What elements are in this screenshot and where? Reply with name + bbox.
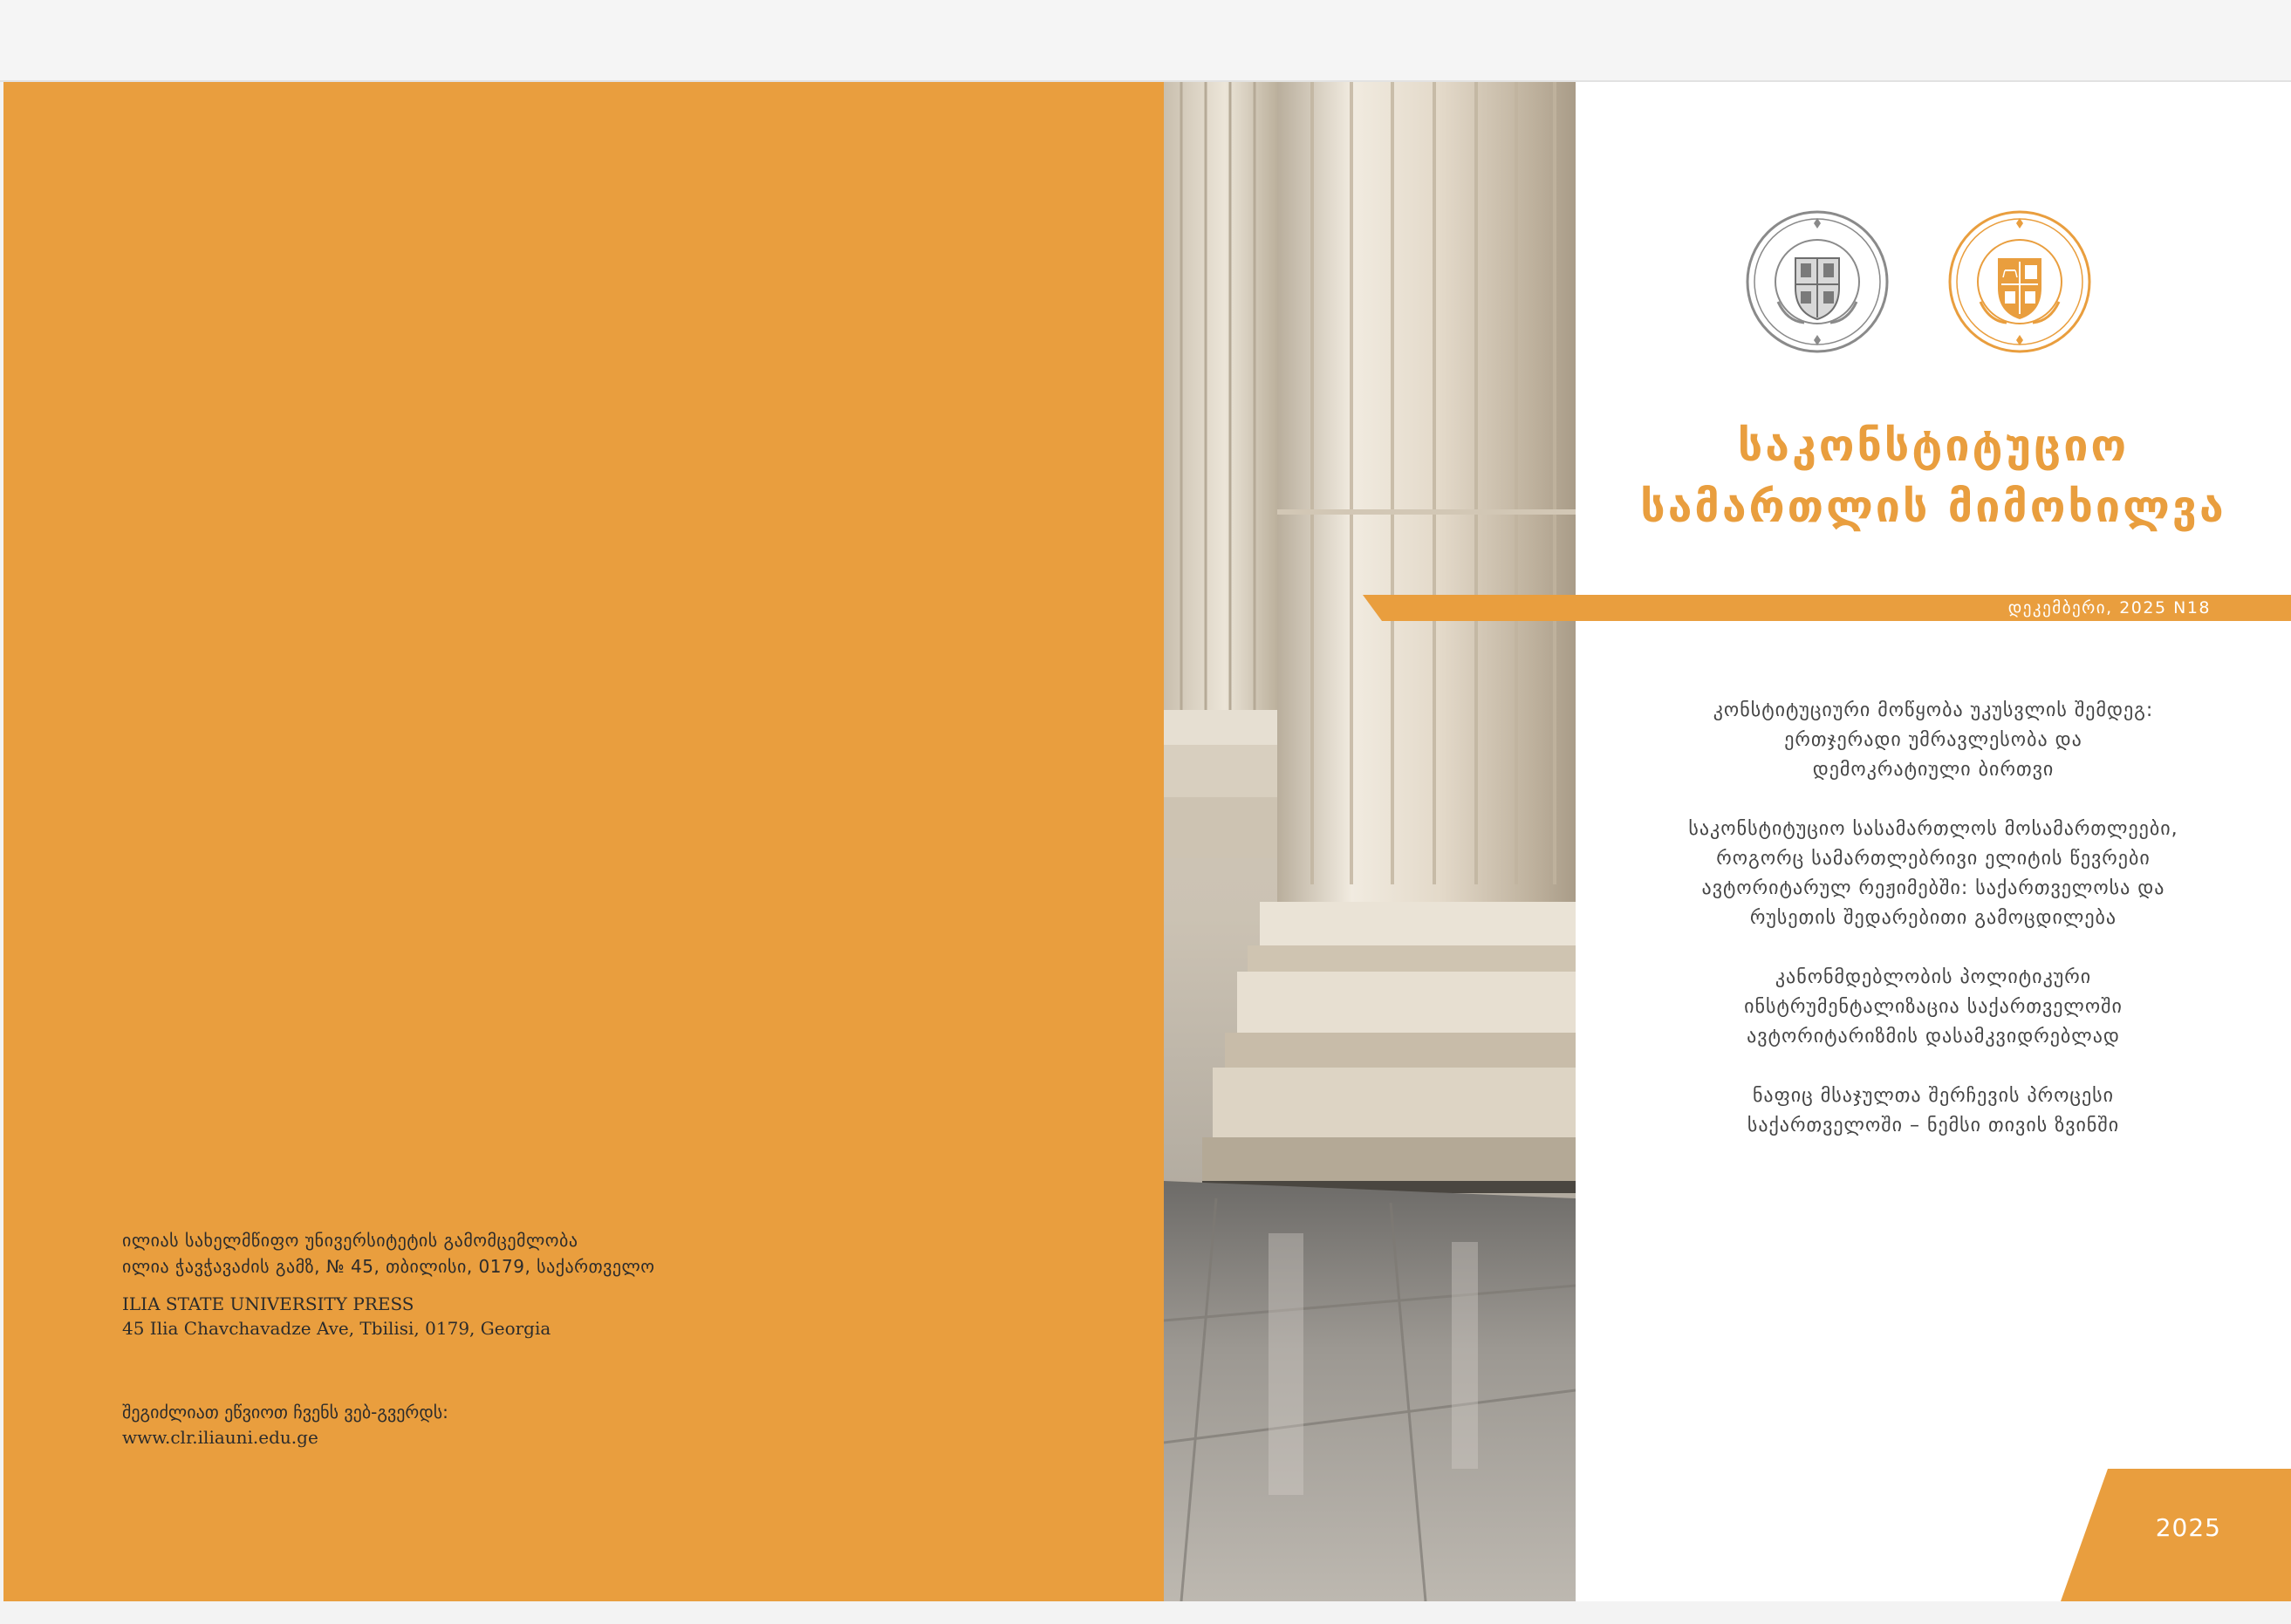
back-cover [3,82,1164,1601]
article-title-line: რუსეთის შედარებითი გამოცდილება [1749,907,2117,929]
front-cover [1576,82,2291,1601]
article-title-line: კანონმდებლობის პოლიტიკური [1775,966,2092,988]
article-title [1576,963,2291,1052]
ilia-university-seal-icon [1743,208,1891,356]
article-title-line: ნაფიც მსაჯულთა შერჩევის პროცესი [1752,1085,2115,1107]
article-title-line: ერთჯერადი უმრავლესობა და [1784,729,2082,751]
publisher-name-ka: ილიას სახელმწიფო უნივერსიტეტის გამომცემლობა [122,1230,578,1251]
viewer-top-bar [0,0,2291,82]
article-title-line: კონსტიტუციური მოწყობა უკუსვლის შემდეგ: [1713,699,2154,721]
article-title [1576,696,2291,785]
year-corner [1363,1469,2291,1601]
article-list [1576,696,2291,1170]
publisher-block [122,1227,655,1341]
article-title-line: ავტორიტარულ რეჟიმებში: საქართველოსა და [1701,877,2165,899]
article-title-line: როგორც სამართლებრივი ელიტის წევრები [1716,848,2151,870]
columns-photo [1164,82,1576,1601]
article-title-line: საქართველოში – ნემსი თივის ზვინში [1747,1115,2120,1136]
journal-title [1576,415,2291,537]
article-title-line: დემოკრატიული ბირთვი [1812,759,2055,781]
publisher-address-en: 45 Ilia Chavchavadze Ave, Tbilisi, 0179, Georgia [122,1318,551,1339]
issue-band [1363,595,2291,621]
journal-title-line-1: საკონსტიტუციო [1737,420,2130,471]
article-title-line: საკონსტიტუციო სასამართლოს მოსამართლეები, [1688,818,2178,840]
publisher-address-ka: ილია ჭავჭავაძის გამზ, № 45, თბილისი, 0179, საქართველო [122,1256,655,1277]
article-title-line: ინსტრუმენტალიზაცია საქართველოში [1744,996,2123,1018]
publisher-name-en: ILIA STATE UNIVERSITY PRESS [122,1293,414,1314]
columns-illustration [1164,82,1576,1601]
issue-year: 2025 [2155,1513,2221,1542]
viewer-bottom-bar [0,1601,2291,1624]
website-link[interactable]: www.clr.iliauni.edu.ge [122,1427,318,1448]
journal-title-line-2: სამართლის მიმოხილვა [1640,481,2226,532]
law-school-seal-icon [1946,208,2094,356]
article-title [1576,1082,2291,1141]
website-block [122,1399,448,1450]
visit-website-label: შეგიძლიათ ეწვიოთ ჩვენს ვებ-გვერდს: [122,1402,448,1423]
article-title [1576,815,2291,933]
article-title-line: ავტორიტარიზმის დასამკვიდრებლად [1747,1026,2120,1047]
journal-cover-spread [3,82,2291,1601]
issue-date: დეკემბერი, 2025 N18 [2007,598,2211,618]
